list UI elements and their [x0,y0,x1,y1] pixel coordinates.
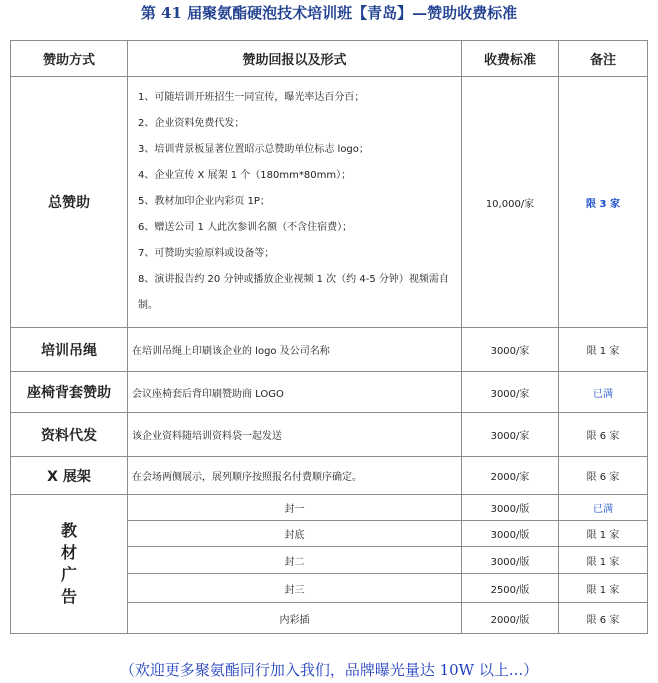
sponsor-benefits [128,77,462,328]
header-cell: 收费标准 [462,41,559,77]
note-cell: 限 6 家 [559,413,648,457]
label-char: 教 [60,521,77,540]
table-row [11,328,648,372]
note-cell: 限 1 家 [559,521,648,547]
list-item: 2、企业资料免费代发； [138,118,245,129]
ad-position: 封二 [128,547,462,574]
fee-cell: 3000/版 [462,521,559,547]
sponsor-type: 总赞助 [11,77,128,328]
note-cell: 已满 [559,372,648,413]
note-cell: 限 6 家 [559,603,648,634]
fee-cell: 2000/版 [462,603,559,634]
sponsor-type: 座椅背套赞助 [11,372,128,413]
note-cell: 限 3 家 [559,77,648,328]
sponsor-type: 培训吊绳 [11,328,128,372]
fee-cell: 10,000/家 [462,77,559,328]
table-row [11,495,648,521]
textbook-ads-label [11,495,128,634]
table-row [11,372,648,413]
table-row [11,77,648,328]
list-item: 3、培训背景板显著位置昭示总赞助单位标志 logo； [138,144,369,155]
list-item: 6、赠送公司 1 人此次参训名额（不含住宿费）； [138,222,353,233]
ad-position: 封底 [128,521,462,547]
note-cell: 已满 [559,495,648,521]
sponsor-type: X 展架 [11,457,128,495]
list-item: 1、可随培训开班招生一同宣传，曝光率达百分百； [138,92,365,103]
sponsorship-table [10,40,648,634]
list-item: 4、企业宣传 X 展架 1 个（180mm*80mm）； [138,170,352,181]
header-cell: 备注 [559,41,648,77]
fee-cell: 2500/版 [462,574,559,603]
ad-position: 封一 [128,495,462,521]
header-cell: 赞助回报以及形式 [128,41,462,77]
table-row [11,413,648,457]
fee-cell: 2000/家 [462,457,559,495]
note-cell: 限 1 家 [559,547,648,574]
ad-position: 内彩插 [128,603,462,634]
list-item: 7、可赞助实验原料或设备等； [138,248,275,259]
header-cell: 赞助方式 [11,41,128,77]
fee-cell: 3000/家 [462,413,559,457]
note-cell: 限 1 家 [559,574,648,603]
page-title: 第 41 届聚氨酯硬泡技术培训班【青岛】—赞助收费标准 [140,4,518,22]
sponsor-benefits: 在培训吊绳上印刷该企业的 logo 及公司名称 [128,328,462,372]
label-char: 材 [60,543,77,562]
footer-note: （欢迎更多聚氨酯同行加入我们，品牌曝光量达 10W 以上...） [119,661,539,679]
header-row [11,41,648,77]
fee-cell: 3000/版 [462,547,559,574]
sponsor-benefits: 会议座椅套后背印刷赞助商 LOGO [128,372,462,413]
fee-cell: 3000/家 [462,372,559,413]
sponsor-benefits: 该企业资料随培训资料袋一起发送 [128,413,462,457]
ad-position: 封三 [128,574,462,603]
label-char: 广 [60,565,77,584]
list-item: 5、教材加印企业内彩页 1P； [138,196,270,207]
fee-cell: 3000/版 [462,495,559,521]
note-cell: 限 1 家 [559,328,648,372]
note-cell: 限 6 家 [559,457,648,495]
table-row [11,457,648,495]
sponsor-benefits: 在会场两侧展示，展列顺序按照报名付费顺序确定。 [128,457,462,495]
list-item: 8、演讲报告约 20 分钟或播放企业视频 1 次（约 4-5 分钟）视频需自制。 [138,274,449,311]
fee-cell: 3000/家 [462,328,559,372]
sponsor-type: 资料代发 [11,413,128,457]
label-char: 告 [60,587,77,606]
